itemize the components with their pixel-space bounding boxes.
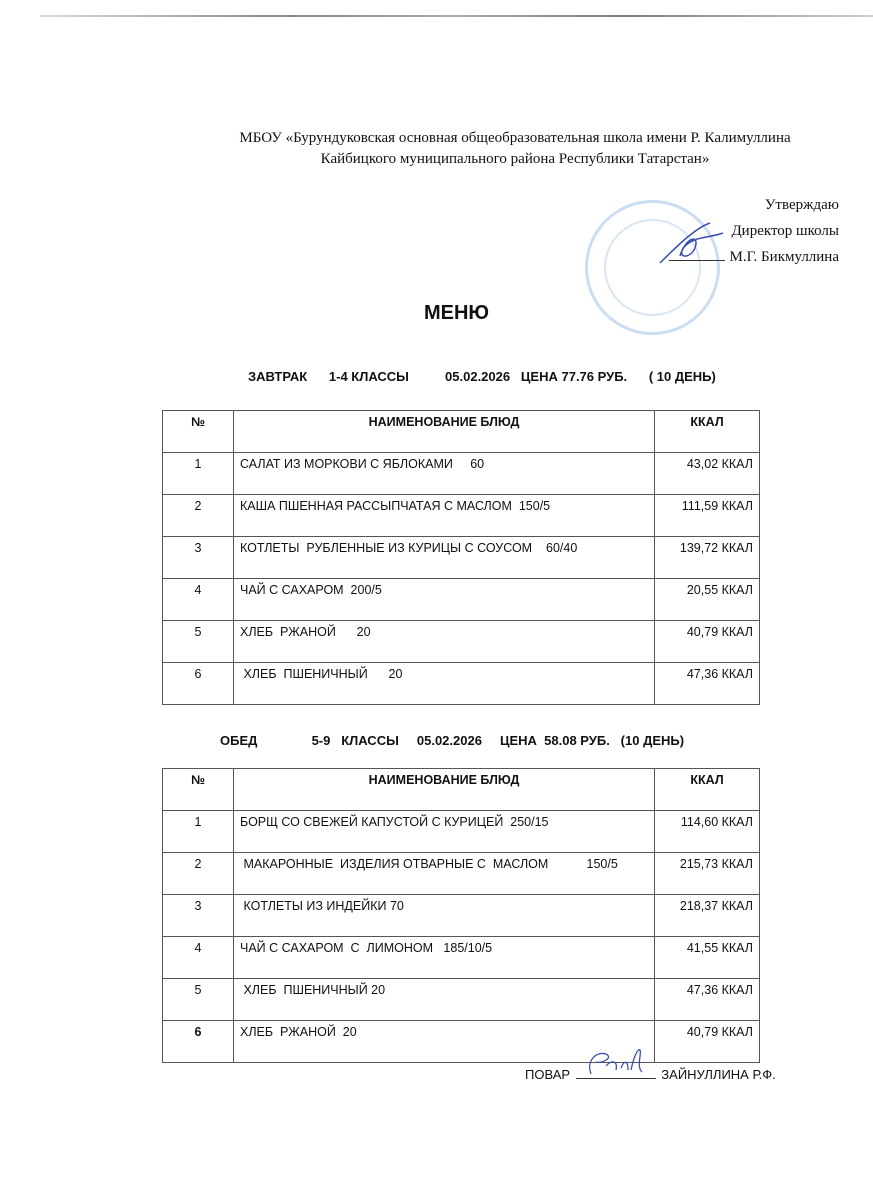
dish-kcal: 40,79 ККАЛ xyxy=(655,621,760,663)
page-title: МЕНЮ xyxy=(423,302,490,324)
dish-kcal: 47,36 ККАЛ xyxy=(655,663,760,705)
column-header-dish: НАИМЕНОВАНИЕ БЛЮД xyxy=(234,769,655,811)
table-row xyxy=(163,853,760,895)
dish-name: ЧАЙ С САХАРОМ 200/5 xyxy=(234,579,655,621)
row-number: 5 xyxy=(163,621,234,663)
dish-kcal: 43,02 ККАЛ xyxy=(655,453,760,495)
org-line-1: МБОУ «Бурундуковская основная общеобразовательная школа имени Р. Калимуллина xyxy=(239,130,791,146)
table-row xyxy=(163,453,760,495)
director-position: Директор школы xyxy=(731,223,839,239)
row-number: 2 xyxy=(163,853,234,895)
breakfast-heading: ЗАВТРАК 1-4 КЛАССЫ 05.02.2026 ЦЕНА 77.76 РУБ. ( 10 ДЕНЬ) xyxy=(248,369,716,384)
dish-name: КОТЛЕТЫ РУБЛЕННЫЕ ИЗ КУРИЦЫ С СОУСОМ 60/40 xyxy=(234,537,655,579)
cook-signature-line xyxy=(576,1066,656,1079)
dish-name: ХЛЕБ РЖАНОЙ 20 xyxy=(234,1021,655,1063)
dish-kcal: 41,55 ККАЛ xyxy=(655,937,760,979)
org-line-2: Кайбицкого муниципального района Республики Татарстан» xyxy=(320,151,710,167)
signature-line xyxy=(669,260,725,261)
cook-name: ЗАЙНУЛЛИНА Р.Ф. xyxy=(661,1067,776,1082)
column-header-kcal: ККАЛ xyxy=(655,411,760,453)
table-header-row xyxy=(163,411,760,453)
row-number: 1 xyxy=(163,811,234,853)
table-row xyxy=(163,1021,760,1063)
lunch-table xyxy=(162,768,760,1063)
row-number: 3 xyxy=(163,537,234,579)
dish-kcal: 114,60 ККАЛ xyxy=(655,811,760,853)
dish-name: ХЛЕБ РЖАНОЙ 20 xyxy=(234,621,655,663)
table-row xyxy=(163,663,760,705)
dish-name: ХЛЕБ ПШЕНИЧНЫЙ 20 xyxy=(234,663,655,705)
cook-label: ПОВАР xyxy=(525,1067,571,1082)
dish-name: МАКАРОННЫЕ ИЗДЕЛИЯ ОТВАРНЫЕ С МАСЛОМ 150/5 xyxy=(234,853,655,895)
column-header-dish: НАИМЕНОВАНИЕ БЛЮД xyxy=(234,411,655,453)
table-row xyxy=(163,811,760,853)
dish-kcal: 20,55 ККАЛ xyxy=(655,579,760,621)
table-row xyxy=(163,495,760,537)
dish-kcal: 47,36 ККАЛ xyxy=(655,979,760,1021)
director-name: М.Г. Бикмуллина xyxy=(729,249,839,265)
table-row xyxy=(163,895,760,937)
dish-name: КОТЛЕТЫ ИЗ ИНДЕЙКИ 70 xyxy=(234,895,655,937)
dish-name: БОРЩ СО СВЕЖЕЙ КАПУСТОЙ С КУРИЦЕЙ 250/15 xyxy=(234,811,655,853)
row-number: 6 xyxy=(163,663,234,705)
column-header-number: № xyxy=(163,769,234,811)
table-row xyxy=(163,579,760,621)
dish-kcal: 40,79 ККАЛ xyxy=(655,1021,760,1063)
column-header-kcal: ККАЛ xyxy=(655,769,760,811)
dish-name: ХЛЕБ ПШЕНИЧНЫЙ 20 xyxy=(234,979,655,1021)
lunch-heading: ОБЕД 5-9 КЛАССЫ 05.02.2026 ЦЕНА 58.08 РУБ. (10 ДЕНЬ) xyxy=(220,733,685,748)
breakfast-table xyxy=(162,410,760,705)
dish-name: САЛАТ ИЗ МОРКОВИ С ЯБЛОКАМИ 60 xyxy=(234,453,655,495)
dish-kcal: 111,59 ККАЛ xyxy=(655,495,760,537)
cook-signature xyxy=(576,1046,656,1078)
table-row xyxy=(163,537,760,579)
scan-edge-line xyxy=(40,15,873,17)
approval-block xyxy=(669,192,839,270)
dish-name: КАША ПШЕННАЯ РАССЫПЧАТАЯ С МАСЛОМ 150/5 xyxy=(234,495,655,537)
dish-kcal: 215,73 ККАЛ xyxy=(655,853,760,895)
cook-signature-block xyxy=(525,1066,776,1082)
row-number: 4 xyxy=(163,937,234,979)
table-header-row xyxy=(163,769,760,811)
row-number: 5 xyxy=(163,979,234,1021)
column-header-number: № xyxy=(163,411,234,453)
director-name-line xyxy=(669,244,839,270)
dish-name: ЧАЙ С САХАРОМ С ЛИМОНОМ 185/10/5 xyxy=(234,937,655,979)
approve-label: Утверждаю xyxy=(764,197,839,213)
row-number: 1 xyxy=(163,453,234,495)
table-row xyxy=(163,937,760,979)
row-number: 2 xyxy=(163,495,234,537)
row-number: 6 xyxy=(163,1021,234,1063)
table-row xyxy=(163,979,760,1021)
row-number: 4 xyxy=(163,579,234,621)
dish-kcal: 218,37 ККАЛ xyxy=(655,895,760,937)
row-number: 3 xyxy=(163,895,234,937)
table-row xyxy=(163,621,760,663)
dish-kcal: 139,72 ККАЛ xyxy=(655,537,760,579)
organization-header xyxy=(190,128,840,170)
